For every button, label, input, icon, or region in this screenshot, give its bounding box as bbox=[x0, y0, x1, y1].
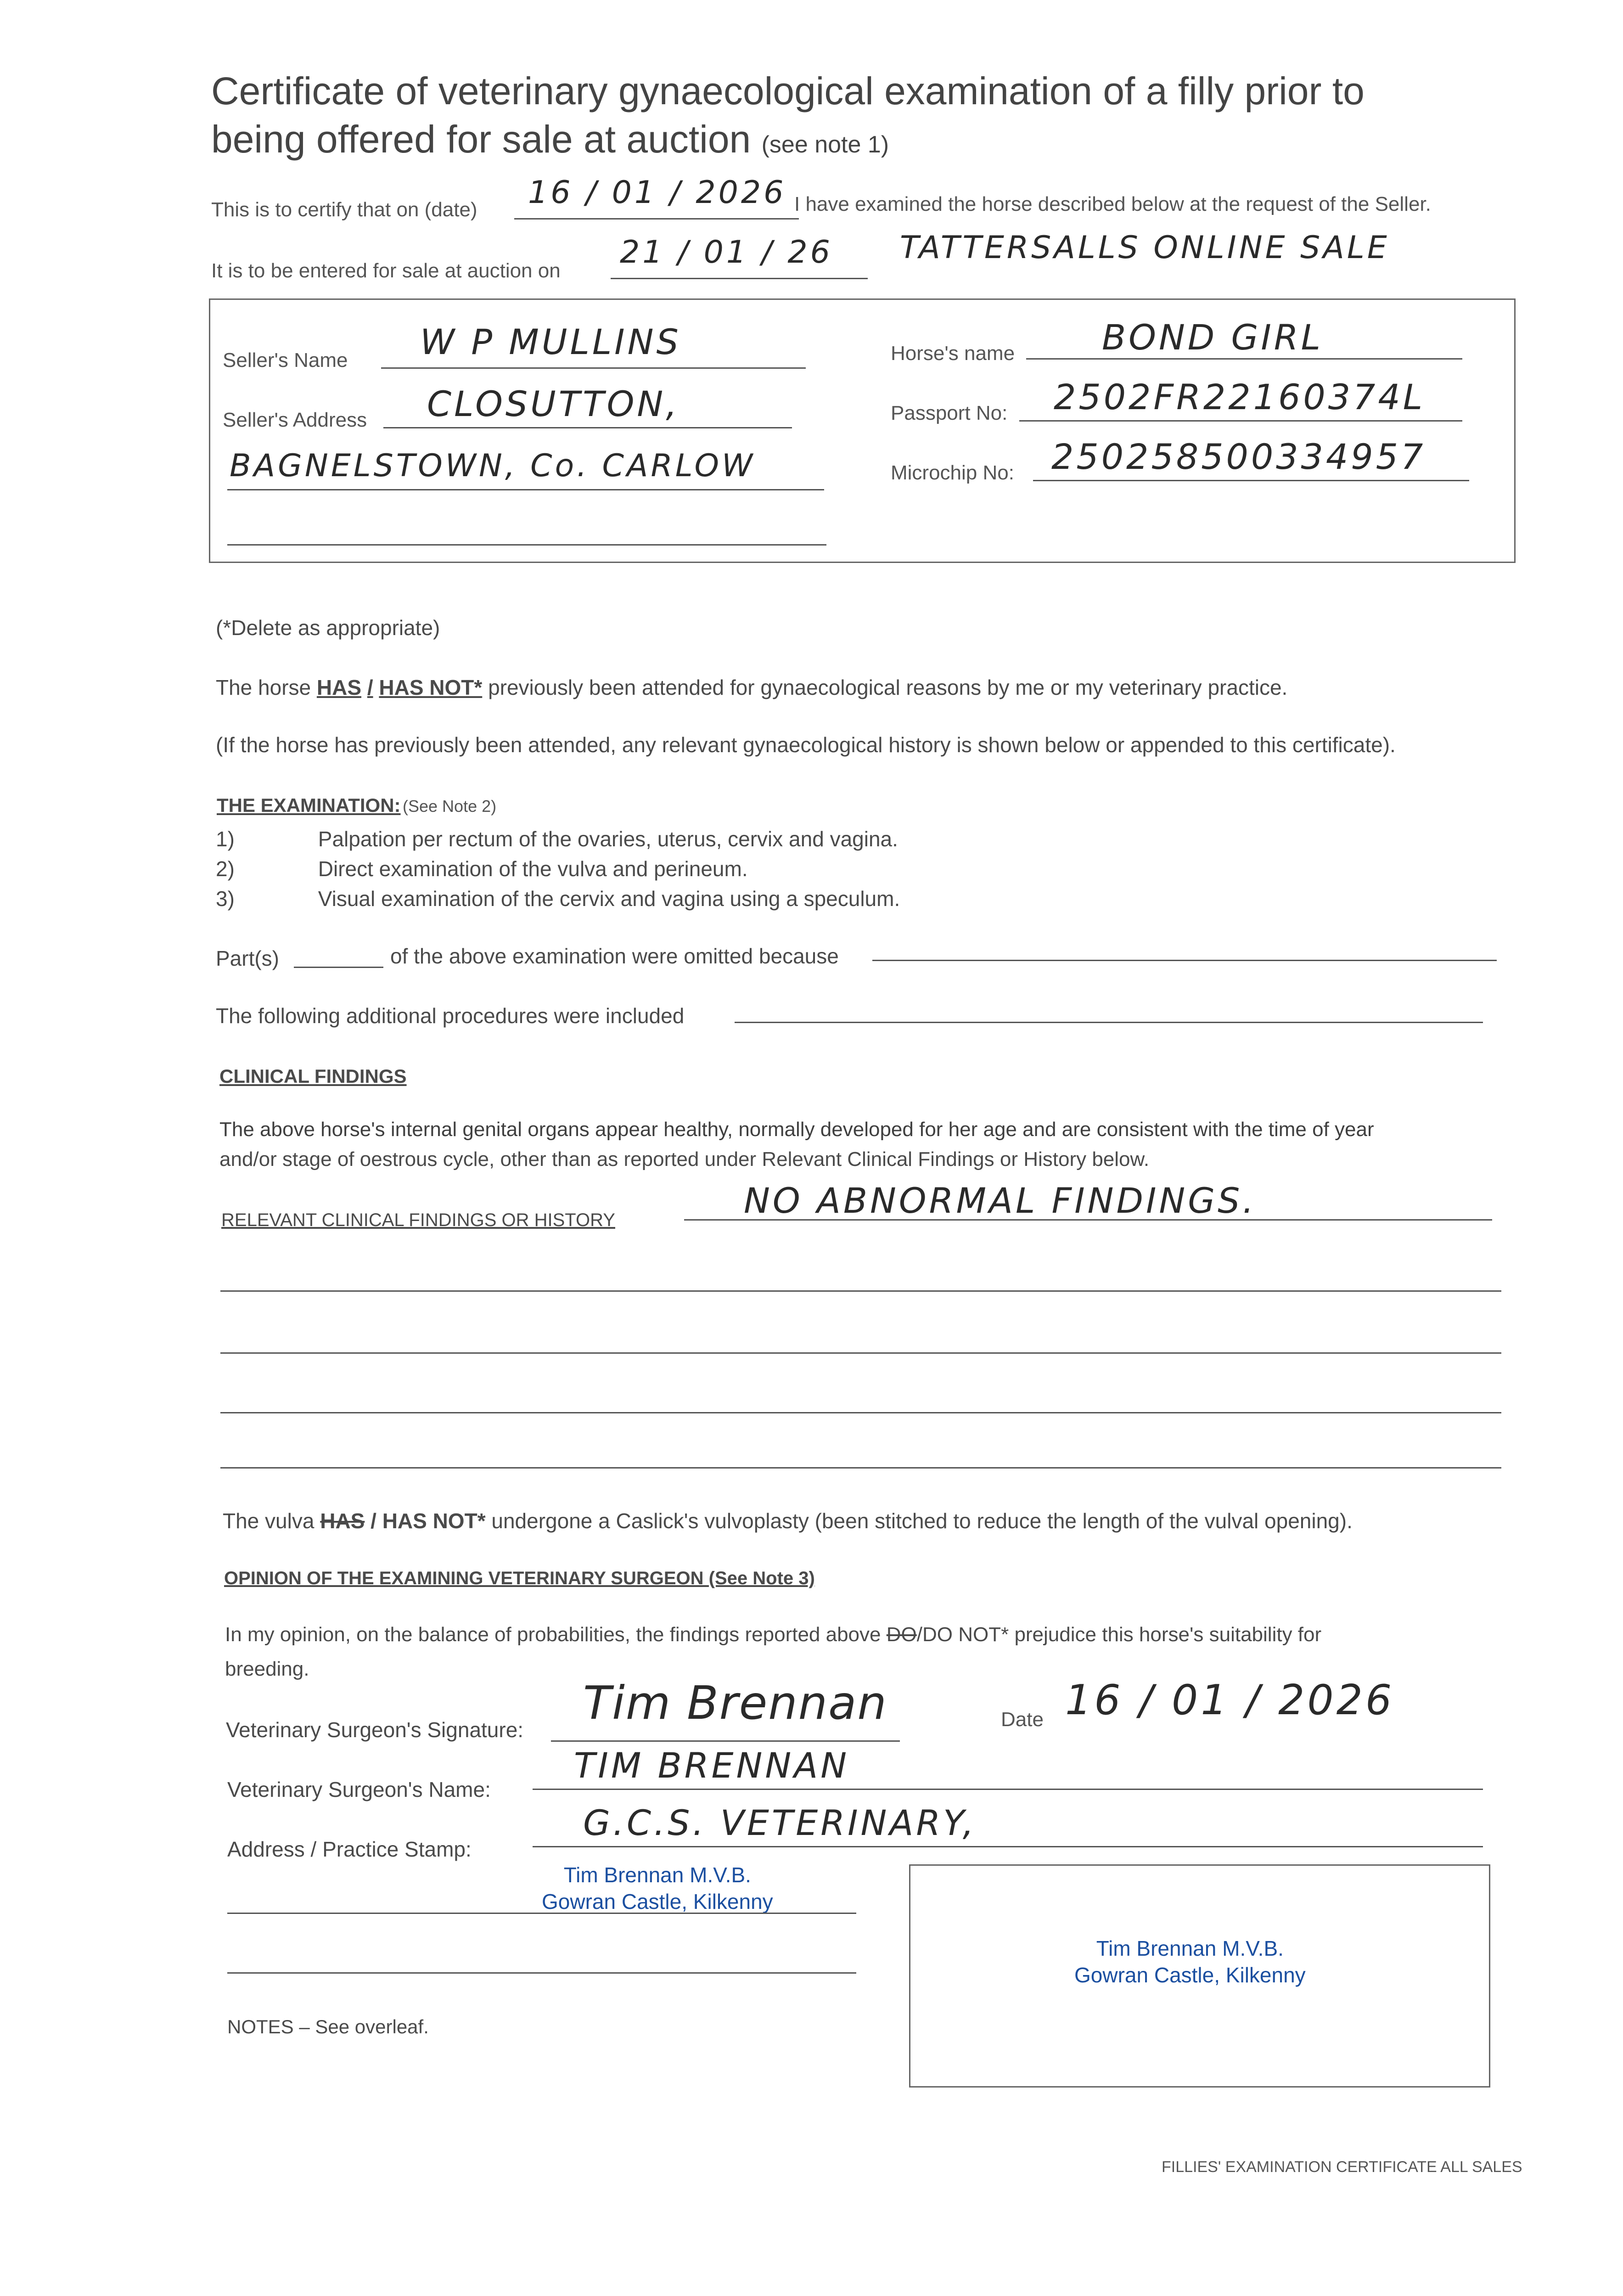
surgeon-name-label: Veterinary Surgeon's Name: bbox=[227, 1778, 491, 1801]
attended-statement bbox=[216, 675, 1287, 700]
horse-name-label: Horse's name bbox=[891, 342, 1015, 365]
seller-name-label: Seller's Name bbox=[223, 349, 348, 371]
findings-blank-line-2 bbox=[220, 1352, 1501, 1354]
surgeon-signature: Tim Brennan bbox=[583, 1676, 887, 1730]
examination-item-1 bbox=[216, 827, 898, 851]
clinical-findings-text2: and/or stage of oestrous cycle, other than as reported under Relevant Clinical Findings or History below. bbox=[219, 1148, 1150, 1171]
passport-number: 2502FR22160374L bbox=[1054, 377, 1426, 417]
stamp-line1: Tim Brennan M.V.B. bbox=[563, 1863, 751, 1887]
clinical-findings-heading: CLINICAL FINDINGS bbox=[219, 1065, 407, 1087]
examination-item-2 bbox=[216, 856, 748, 881]
opinion-do-not: DO NOT* bbox=[922, 1623, 1009, 1646]
opinion-text-prefix: In my opinion, on the balance of probabilities, the findings reported above bbox=[225, 1623, 881, 1646]
stamp-line1: Tim Brennan M.V.B. bbox=[1096, 1936, 1284, 1960]
microchip-label: Microchip No: bbox=[891, 461, 1014, 484]
seller-address-line1-rule bbox=[383, 427, 792, 428]
passport-line bbox=[1019, 420, 1462, 422]
auction-date-line bbox=[611, 278, 868, 279]
surgeon-date: 16 / 01 / 2026 bbox=[1065, 1676, 1395, 1724]
seller-address-line2-rule bbox=[227, 489, 824, 490]
microchip-number: 250258500334957 bbox=[1051, 436, 1426, 477]
address-line bbox=[533, 1846, 1483, 1847]
clinical-findings-text1: The above horse's internal genital organs appear healthy, normally developed for her age and are consistent with the time of year bbox=[219, 1118, 1374, 1141]
certify-date: 16 / 01 / 2026 bbox=[528, 174, 786, 211]
history-note: (If the horse has previously been attended, any relevant gynaecological history is shown below or appended to this certificate). bbox=[216, 733, 1396, 757]
vulva-has: HAS bbox=[320, 1509, 365, 1533]
footer-text: FILLIES' EXAMINATION CERTIFICATE ALL SALES bbox=[1162, 2158, 1522, 2176]
stamp-line2: Gowran Castle, Kilkenny bbox=[542, 1889, 773, 1913]
examination-note: (See Note 2) bbox=[403, 797, 497, 816]
examination-heading-row bbox=[217, 794, 496, 816]
examination-heading: THE EXAMINATION: bbox=[217, 794, 401, 816]
address-blank-line-2 bbox=[227, 1972, 856, 1974]
opinion-text2: breeding. bbox=[225, 1658, 309, 1680]
examination-item-text: Palpation per rectum of the ovaries, uterus, cervix and vagina. bbox=[318, 827, 898, 851]
findings-blank-line-4 bbox=[220, 1467, 1501, 1469]
attended-suffix: previously been attended for gynaecological reasons by me or my veterinary practice. bbox=[488, 675, 1288, 699]
omitted-suffix: of the above examination were omitted because bbox=[390, 944, 839, 968]
seller-address-line1: CLOSUTTON, bbox=[427, 383, 680, 424]
attended-has: HAS bbox=[316, 675, 362, 699]
opinion-text-suffix: prejudice this horse's suitability for bbox=[1014, 1623, 1322, 1646]
auction-date: 21 / 01 / 26 bbox=[620, 234, 833, 270]
vulva-prefix: The vulva bbox=[223, 1509, 314, 1533]
microchip-line bbox=[1033, 480, 1469, 481]
practice-stamp-left bbox=[542, 1862, 773, 1915]
certify-prefix: This is to certify that on (date) bbox=[211, 198, 477, 221]
attended-prefix: The horse bbox=[216, 675, 311, 699]
address-stamp-label: Address / Practice Stamp: bbox=[227, 1837, 472, 1861]
examination-item-3 bbox=[216, 886, 900, 911]
horse-name: BOND GIRL bbox=[1102, 317, 1323, 358]
vulva-sep: / bbox=[371, 1509, 376, 1533]
opinion-sep: / bbox=[916, 1623, 922, 1646]
vulva-has-not: HAS NOT* bbox=[382, 1509, 486, 1533]
seller-address-line2: BAGNELSTOWN, Co. CARLOW bbox=[230, 448, 756, 484]
surgeon-name: TIM BRENNAN bbox=[574, 1745, 850, 1786]
omitted-reason-line bbox=[872, 960, 1497, 961]
vulva-statement bbox=[223, 1508, 1353, 1533]
document-title-line2 bbox=[211, 117, 889, 162]
delete-note: (*Delete as appropriate) bbox=[216, 616, 440, 640]
additional-procedures-label: The following additional procedures were included bbox=[216, 1004, 685, 1028]
seller-address-line3-rule bbox=[227, 544, 826, 546]
additional-procedures-line bbox=[735, 1022, 1483, 1023]
opinion-text bbox=[225, 1623, 1321, 1646]
signature-label: Veterinary Surgeon's Signature: bbox=[226, 1718, 524, 1742]
surgeon-date-label: Date bbox=[1001, 1708, 1044, 1731]
notes-text: NOTES – See overleaf. bbox=[227, 2016, 429, 2037]
document-title-line2-text: being offered for sale at auction bbox=[211, 118, 751, 161]
examination-item-number: 1) bbox=[216, 827, 235, 851]
vulva-suffix: undergone a Caslick's vulvoplasty (been stitched to reduce the length of the vulval opening). bbox=[491, 1509, 1353, 1533]
passport-label: Passport No: bbox=[891, 402, 1008, 424]
document-title-note: (see note 1) bbox=[761, 131, 889, 158]
certify-date-line bbox=[514, 218, 799, 219]
seller-address-label: Seller's Address bbox=[223, 409, 367, 431]
surgeon-name-line bbox=[533, 1789, 1483, 1790]
practice-stamp-right bbox=[1074, 1936, 1306, 1988]
examination-item-number: 2) bbox=[216, 857, 235, 881]
examination-item-text: Direct examination of the vulva and perineum. bbox=[318, 857, 748, 881]
examination-item-number: 3) bbox=[216, 887, 235, 911]
attended-sep: / bbox=[367, 675, 373, 699]
stamp-line2: Gowran Castle, Kilkenny bbox=[1074, 1963, 1306, 1987]
seller-name-line bbox=[381, 367, 806, 369]
signature-line bbox=[551, 1740, 900, 1742]
certify-suffix: I have examined the horse described below at the request of the Seller. bbox=[794, 193, 1431, 215]
opinion-heading: OPINION OF THE EXAMINING VETERINARY SURGEON (See Note 3) bbox=[224, 1568, 815, 1588]
findings-blank-line-3 bbox=[220, 1412, 1501, 1413]
document-title-line1: Certificate of veterinary gynaecological examination of a filly prior to bbox=[211, 69, 1365, 113]
auction-prefix: It is to be entered for sale at auction on bbox=[211, 259, 561, 282]
auction-sale-name: TATTERSALLS ONLINE SALE bbox=[900, 230, 1390, 266]
seller-name: W P MULLINS bbox=[420, 321, 681, 362]
surgeon-address: G.C.S. VETERINARY, bbox=[583, 1802, 977, 1843]
attended-has-not: HAS NOT* bbox=[379, 675, 483, 699]
address-blank-line-1 bbox=[227, 1913, 856, 1914]
opinion-do: DO bbox=[886, 1623, 917, 1646]
relevant-findings-value: NO ABNORMAL FINDINGS. bbox=[744, 1180, 1257, 1221]
examination-item-text: Visual examination of the cervix and vagina using a speculum. bbox=[318, 887, 900, 911]
omitted-parts-line bbox=[294, 967, 383, 968]
horse-name-line bbox=[1026, 358, 1462, 360]
omitted-prefix: Part(s) bbox=[216, 946, 279, 970]
findings-blank-line-1 bbox=[220, 1290, 1501, 1292]
relevant-findings-label: RELEVANT CLINICAL FINDINGS OR HISTORY bbox=[221, 1210, 615, 1230]
